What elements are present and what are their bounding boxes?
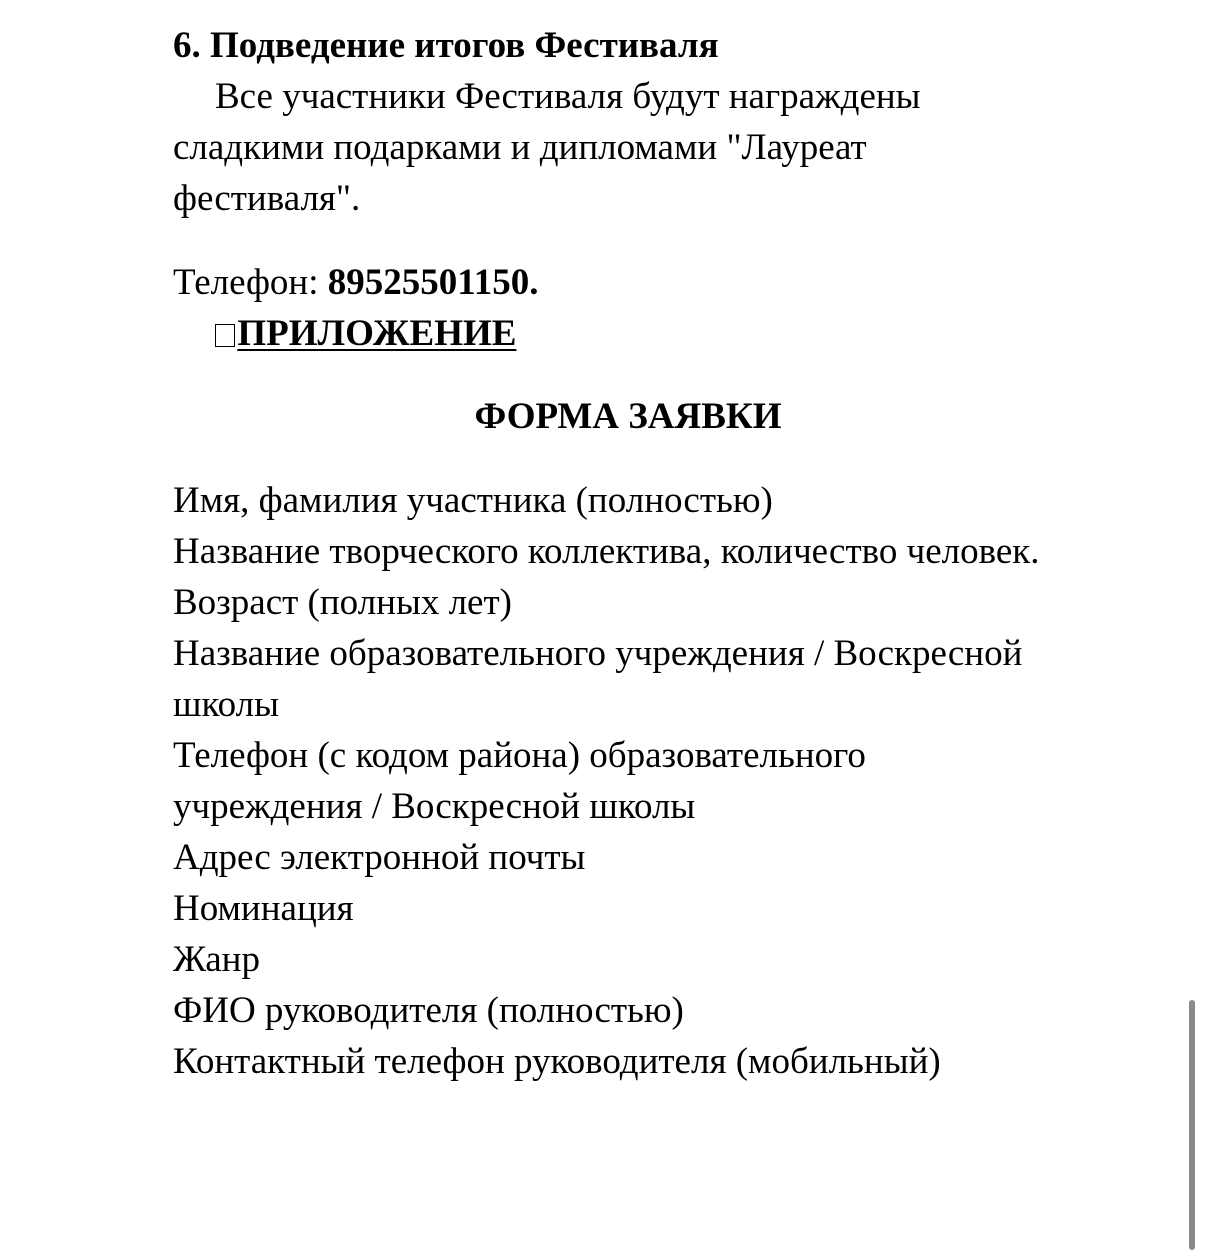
form-field-item: Адрес электронной почты: [173, 837, 586, 878]
form-fields-list: [173, 475, 1053, 1087]
form-field-item: Номинация: [173, 888, 354, 929]
appendix-label: ПРИЛОЖЕНИЕ: [237, 313, 517, 354]
form-field-item: Жанр: [173, 939, 260, 980]
document-page: [173, 20, 1053, 1087]
vertical-scrollbar[interactable]: [1189, 1000, 1195, 1250]
form-field-item: Контактный телефон руководителя (мобильный): [173, 1041, 941, 1082]
phone-line: [173, 257, 1053, 308]
phone-label: Телефон:: [173, 262, 328, 303]
form-field-item: ФИО руководителя (полностью): [173, 990, 684, 1031]
phone-number: 89525501150.: [327, 262, 539, 303]
results-paragraph: Все участники Фестиваля будут награждены сладкими подарками и дипломами "Лауреат фестиваля".: [173, 76, 921, 219]
section-heading: 6. Подведение итогов Фестиваля: [173, 25, 719, 66]
missing-glyph-icon: [215, 324, 235, 347]
form-field-item: Возраст (полных лет): [173, 582, 512, 623]
form-field-item: Телефон (с кодом района) образовательного учреждения / Воскресной школы: [173, 735, 866, 827]
form-field-item: Имя, фамилия участника (полностью): [173, 480, 773, 521]
form-title: ФОРМА ЗАЯВКИ: [474, 396, 782, 437]
form-field-item: Название образовательного учреждения / Воскресной школы: [173, 633, 1023, 725]
appendix-heading: [215, 308, 1053, 359]
form-field-item: Название творческого коллектива, количество человек.: [173, 531, 1040, 572]
